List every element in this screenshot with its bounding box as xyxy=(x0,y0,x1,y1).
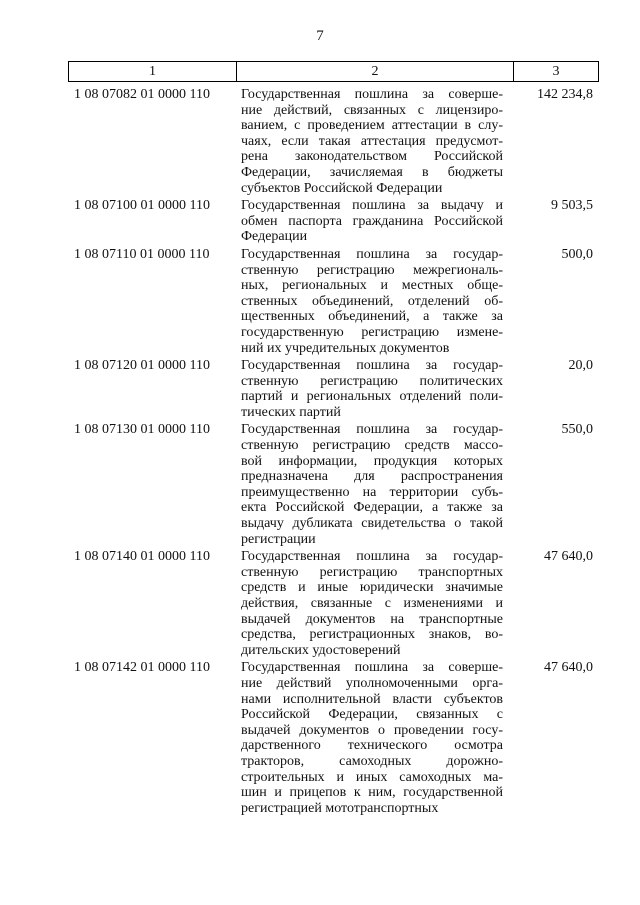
amount: 550,0 xyxy=(561,422,593,438)
revenue-description xyxy=(235,422,511,547)
amount: 142 234,8 xyxy=(537,87,593,102)
description-line: Российской Федерации, связанных с xyxy=(241,707,503,723)
description-line: тических партий xyxy=(241,404,341,420)
amount: 20,0 xyxy=(568,358,593,374)
amount: 9 503,5 xyxy=(551,198,593,214)
revenue-description xyxy=(235,198,511,245)
description-line: регистрации xyxy=(241,531,316,547)
description-line: ных, региональных и местных обще- xyxy=(241,278,503,294)
description-line: вой информации, продукция которых xyxy=(241,453,503,469)
description-line: ние действий уполномоченными орга- xyxy=(241,675,503,691)
description-line: Государственная пошлина за государ- xyxy=(241,422,503,438)
column-header-1: 1 xyxy=(69,62,237,81)
table-body xyxy=(68,87,599,818)
description-line: шин и прицепов к ним, государственной xyxy=(241,785,503,801)
table-row xyxy=(68,549,599,658)
description-line: дарственного технического осмотра xyxy=(241,738,503,754)
budget-code: 1 08 07082 01 0000 110 xyxy=(74,87,210,102)
description-line: регистрацией мототранспортных xyxy=(241,800,439,816)
column-header-3: 3 xyxy=(552,64,560,79)
description-line: ванием, с проведением аттестации в слу- xyxy=(241,118,503,134)
description-line: действия, связанные с изменениями и xyxy=(241,596,503,611)
amount: 47 640,0 xyxy=(544,660,593,676)
amount: 47 640,0 xyxy=(544,549,593,565)
budget-code: 1 08 07142 01 0000 110 xyxy=(74,660,210,676)
description-line: ний их учредительных документов xyxy=(241,340,450,356)
description-line: тракторов, самоходных дорожно- xyxy=(241,753,503,769)
description-line: ственную регистрацию межрегиональ- xyxy=(241,262,503,278)
description-line: выдачей документов о проведении госу- xyxy=(241,722,503,738)
description-line: Федерации, зачисляемая в бюджеты xyxy=(241,164,503,180)
budget-code: 1 08 07120 01 0000 110 xyxy=(74,358,210,374)
description-line: Государственная пошлина за государ- xyxy=(241,246,503,262)
description-line: преимущественно на территории субъ- xyxy=(241,484,503,500)
column-header-2: 2 xyxy=(237,62,514,81)
page-number: 7 xyxy=(316,28,324,44)
description-line: щественных объединений, а также за xyxy=(241,309,503,325)
description-line: ственную регистрацию транспортных xyxy=(241,564,503,580)
revenue-description xyxy=(235,87,511,196)
table-row xyxy=(68,247,599,356)
table-row xyxy=(68,422,599,547)
description-line: Государственная пошлина за выдачу и xyxy=(241,198,503,214)
description-line: ние действий, связанных с лицензиро- xyxy=(241,102,503,118)
description-line: государственную регистрацию измене- xyxy=(241,324,503,340)
description-line: средств и иные юридически значимые xyxy=(241,580,503,596)
description-line: строительных и иных самоходных ма- xyxy=(241,769,503,785)
description-line: Государственная пошлина за государ- xyxy=(241,549,503,565)
table-row xyxy=(68,87,599,196)
description-line: выдачу дубликата свидетельства о такой xyxy=(241,516,503,532)
description-line: ственную регистрацию политических xyxy=(241,373,503,389)
description-line: ственную регистрацию средств массо- xyxy=(241,438,503,454)
description-line: Федерации xyxy=(241,229,308,245)
description-line: Государственная пошлина за соверше- xyxy=(241,660,503,676)
amount: 500,0 xyxy=(561,246,593,262)
description-line: рена законодательством Российской xyxy=(241,149,503,165)
revenue-description xyxy=(235,660,511,816)
revenue-description xyxy=(235,549,511,658)
revenue-description xyxy=(235,358,511,420)
description-line: Государственная пошлина за государ- xyxy=(241,358,503,374)
description-line: партий и региональных отделений поли- xyxy=(241,389,503,405)
description-line: екта Российской Федерации, а также за xyxy=(241,500,503,516)
table-header xyxy=(68,61,599,82)
description-line: обмен паспорта гражданина Российской xyxy=(241,213,503,229)
description-line: выдачей документов на транспортные xyxy=(241,611,503,627)
budget-code: 1 08 07110 01 0000 110 xyxy=(74,246,210,262)
description-line: предназначена для распространения xyxy=(241,469,503,485)
budget-code: 1 08 07140 01 0000 110 xyxy=(74,549,210,565)
budget-code: 1 08 07100 01 0000 110 xyxy=(74,198,210,214)
description-line: ственных объединений, отделений об- xyxy=(241,293,503,309)
description-line: дительских удостоверений xyxy=(241,642,401,658)
description-line: чаях, если такая аттестация предусмот- xyxy=(241,133,503,149)
description-line: нами исполнительной власти субъектов xyxy=(241,691,503,707)
table-row xyxy=(68,198,599,245)
revenue-description xyxy=(235,247,511,356)
description-line: субъектов Российской Федерации xyxy=(241,180,443,196)
table-row xyxy=(68,358,599,420)
description-line: Государственная пошлина за соверше- xyxy=(241,87,503,102)
budget-code: 1 08 07130 01 0000 110 xyxy=(74,422,210,438)
description-line: средства, регистрационных знаков, во- xyxy=(241,627,503,643)
table-row xyxy=(68,660,599,816)
